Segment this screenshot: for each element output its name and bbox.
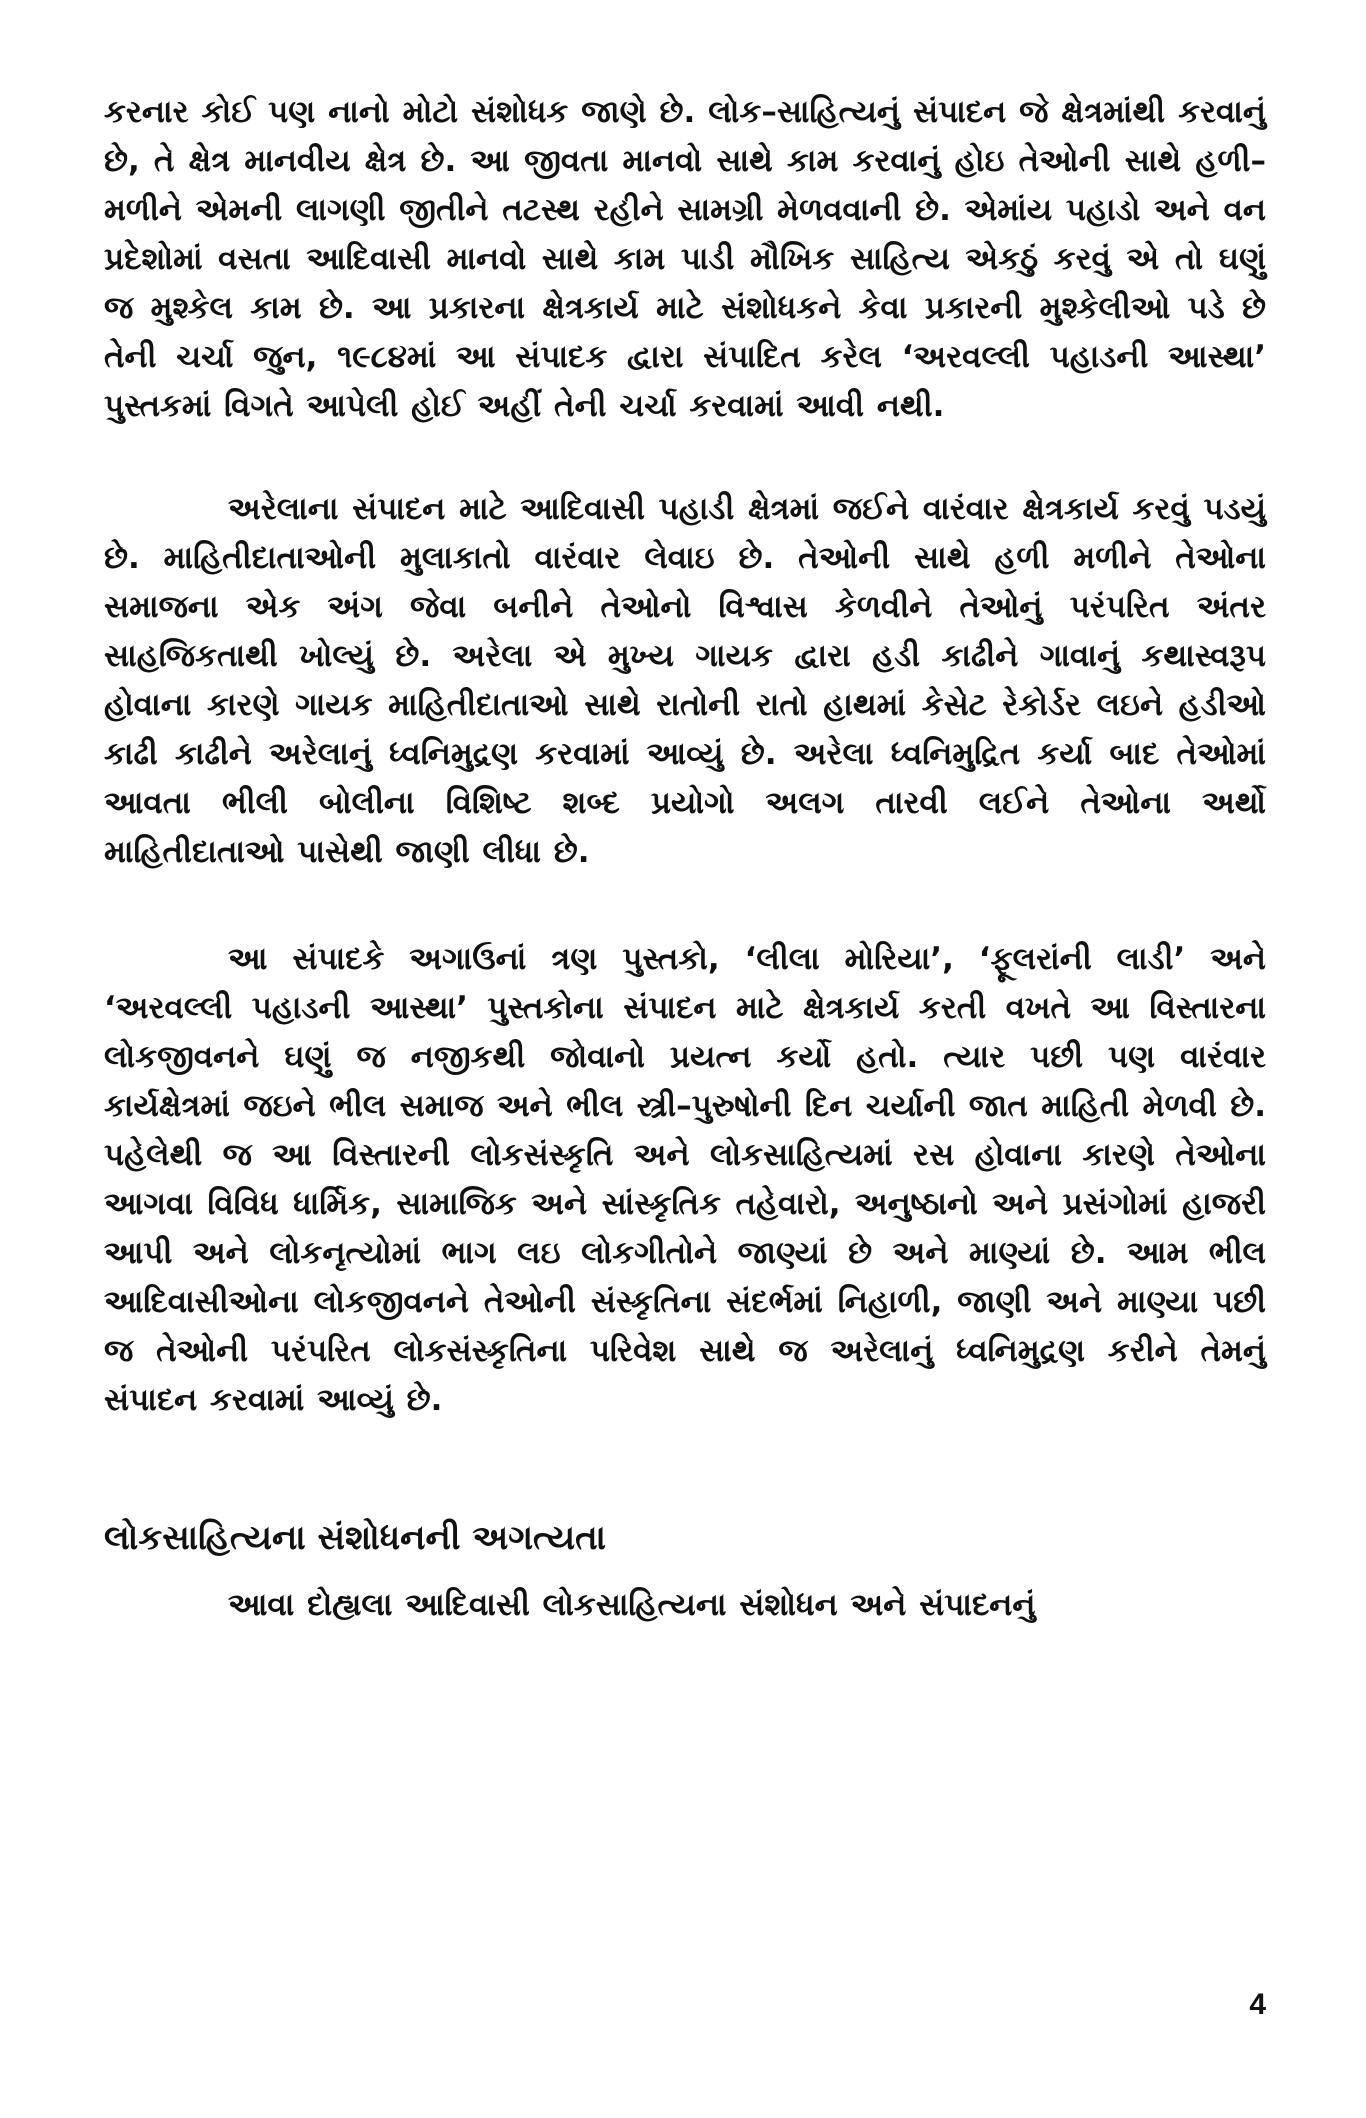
paragraph-3: આ સંપાદકે અગાઉનાં ત્રણ પુસ્તકો, ‘લીલા મોરિયા’, ‘ફૂલરાંની લાડી’ અને ‘અરવલ્લી પહાડની આસ્થા’ પુસ્તકોના સંપાદન માટે ક્ષેત્રકાર્ય કરતી વખતે આ વિસ્તારના લોકજીવનને ઘણું જ નજીકથી જોવાનો પ્રયત્ન કર્યો હતો. ત્યાર પછી પણ વારંવાર કાર્યક્ષેત્રમાં જઇને ભીલ સમાજ અને ભીલ સ્ત્રી–પુરુષોની દિન ચર્યાની જાત માહિતી મેળવી છે. પહેલેથી જ આ વિસ્તારની લોકસંસ્કૃતિ અને લોકસાહિત્યમાં રસ હોવાના કારણે તેઓના આગવા વિવિધ ધાર્મિક, સામાજિક અને સાંસ્કૃતિક તહેવારો, અનુષ્ઠાનો અને પ્રસંગોમાં હાજરી આપી અને લોકનૃત્યોમાં ભાગ લઇ લોકગીતોને જાણ્યાં છે અને માણ્યાં છે. આમ ભીલ આદિવાસીઓના લોકજીવનને તેઓની સંસ્કૃતિના સંદર્ભમાં નિહાળી, જાણી અને માણ્યા પછી જ તેઓની પરંપરિત લોકસંસ્કૃતિના પરિવેશ સાથે જ અરેલાનું ધ્વનિમુદ્રણ કરીને તેમનું સંપાદન કરવામાં આવ્યું છે. xyxy=(104,941,1266,1418)
section-heading: લોકસાહિત્યના સંશોધનની અગત્યતા xyxy=(104,1518,606,1558)
paragraph-4: આવા દોહ્યલા આદિવાસી લોકસાહિત્યના સંશોધન અને સંપાદનનું xyxy=(228,1587,1036,1623)
paragraph-2: અરેલાના સંપાદન માટે આદિવાસી પહાડી ક્ષેત્રમાં જઈને વારંવાર ક્ષેત્રકાર્ય કરવું પડયું છે. માહિતીદાતાઓની મુલાકાતો વારંવાર લેવાઇ છે. તેઓની સાથે હળી મળીને તેઓના સમાજના એક અંગ જેવા બનીને તેઓનો વિશ્વાસ કેળવીને તેઓનું પરંપરિત અંતર સાહજિકતાથી ખોલ્યું છે. અરેલા એ મુખ્ય ગાયક દ્વારા હડી કાઢીને ગાવાનું કથાસ્વરૂપ હોવાના કારણે ગાયક માહિતીદાતાઓ સાથે રાતોની રાતો હાથમાં કેસેટ રેકોર્ડર લઇને હડીઓ કાઢી કાઢીને અરેલાનું ધ્વનિમુદ્રણ કરવામાં આવ્યું છે. અરેલા ધ્વનિમુદ્રિત કર્યા બાદ તેઓમાં આવતા ભીલી બોલીના વિશિષ્ટ શબ્દ પ્રયોગો અલગ તારવી લઈને તેઓના અર્થો માહિતીદાતાઓ પાસેથી જાણી લીધા છે. xyxy=(104,491,1266,870)
paragraph-1: કરનાર કોઈ પણ નાનો મોટો સંશોધક જાણે છે. લોક–સાહિત્યનું સંપાદન જે ક્ષેત્રમાંથી કરવાનું છે, તે ક્ષેત્ર માનવીય ક્ષેત્ર છે. આ જીવતા માનવો સાથે કામ કરવાનું હોઇ તેઓની સાથે હળી–મળીને એમની લાગણી જીતીને તટસ્થ રહીને સામગ્રી મેળવવાની છે. એમાંય પહાડો અને વન પ્રદેશોમાં વસતા આદિવાસી માનવો સાથે કામ પાડી મૌખિક સાહિત્ય એકઠું કરવું એ તો ઘણું જ મુશ્કેલ કામ છે. આ પ્રકારના ક્ષેત્રકાર્ય માટે સંશોધકને કેવા પ્રકારની મુશ્કેલીઓ પડે છે તેની ચર્ચા જુન, ૧૯૮૪માં આ સંપાદક દ્વારા સંપાદિત કરેલ ‘અરવલ્લી પહાડની આસ્થા’ પુસ્તકમાં વિગતે આપેલી હોઈ અહીં તેની ચર્ચા કરવામાં આવી નથી. xyxy=(104,94,1266,424)
page-number: 4 xyxy=(1249,1988,1266,2021)
